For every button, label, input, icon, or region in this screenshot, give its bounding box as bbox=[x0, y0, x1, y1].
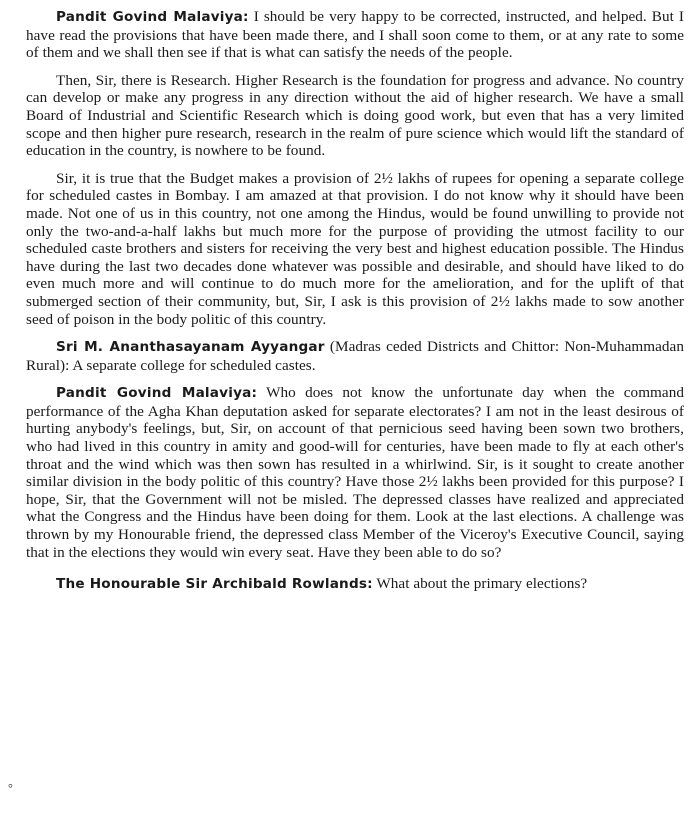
paragraph-text: Sir, it is true that the Budget makes a provision of 2½ lakhs of rupees for opening a separate college for scheduled castes in Bombay. I am amazed at that provision. I do not know why it should have been made. Not one of us in this country, not one among the Hindus, would be found unwilling to provide not only the two-and-a-half lakhs but much more for the purpose of providing the utmost facility to our scheduled caste brothers and sisters for receiving the very best and highest education possible. The Hindus have during the last two decades done whatever was possible and desirable, and should have liked to do even much more and will continue to do much more for the amelioration, and for the uplift of that submerged section of their community, but, Sir, I ask is this provision of 2½ lakhs made to sow another seed of poison in the body politic of this country. bbox=[26, 169, 684, 328]
speaker-name: Pandit Govind Malaviya: bbox=[56, 9, 249, 25]
paragraph-text: : A separate college for scheduled castes. bbox=[65, 356, 316, 374]
paragraph-text: I should be very happy to be corrected, instructed, and helped. But I have read the provisions that have been made there, and I shall soon come to them, or at any rate to some of them and we shall then see if that is what can satisfy the needs of the people. bbox=[26, 8, 684, 62]
paragraph-text: What about the primary elections? bbox=[372, 575, 588, 593]
speaker-name: Pandit Govind Malaviya: bbox=[56, 385, 258, 402]
paragraph-research bbox=[26, 72, 684, 160]
paragraph-rowlands bbox=[26, 575, 684, 594]
paragraph-text: Who does not know the unfortunate day when the command performance of the Agha Khan deputation asked for separate electorates? I am not in the least desirous of hurting anybody's feelings, but, Sir, on account of that pernicious seed having been sown two brothers, who had lived in this country in amity and good-will for centuries, have been made to fly at each other's throat and the wind which was then sown has resulted in a whirlwind. Sir, is it sought to create another similar division in the body politic of this country? Have those 2½ lakhs been provided for this purpose? I hope, Sir, that the Government will not be misled. The depressed classes have realized and appreciated what the Congress and the Hindus have been doing for them. Look at the last elections. A challenge was thrown by my Honourable friend, the depressed class Member of the Viceroy's Executive Council, saying that in the elections they would win every seat. Have they been able to do so? bbox=[26, 384, 684, 561]
paragraph-text: Then, Sir, there is Research. Higher Research is the foundation for progress and advance. No country can develop or make any progress in any direction without the aid of higher research. We have a small Board of Industrial and Scientific Research which is doing good work, but even that has a very limited scope and then higher pure research, research in the realm of pure science which would lift the standard of education in the country, is nowhere to be found. bbox=[26, 71, 684, 160]
paragraph-malaviya-1 bbox=[26, 8, 684, 62]
paragraph-budget-provision bbox=[26, 170, 684, 328]
document-page bbox=[26, 8, 684, 604]
speaker-name: Sri M. Ananthasayanam Ayyangar bbox=[56, 339, 325, 356]
margin-mark: ° bbox=[8, 781, 13, 795]
paragraph-malaviya-2 bbox=[26, 384, 684, 561]
speaker-name: The Honourable Sir Archibald Rowlands: bbox=[56, 576, 373, 593]
paragraph-ayyangar bbox=[26, 338, 684, 374]
speaker-constituency: (Madras ceded Districts and Chittor: Non-Muhammadan Rural) bbox=[26, 338, 684, 374]
